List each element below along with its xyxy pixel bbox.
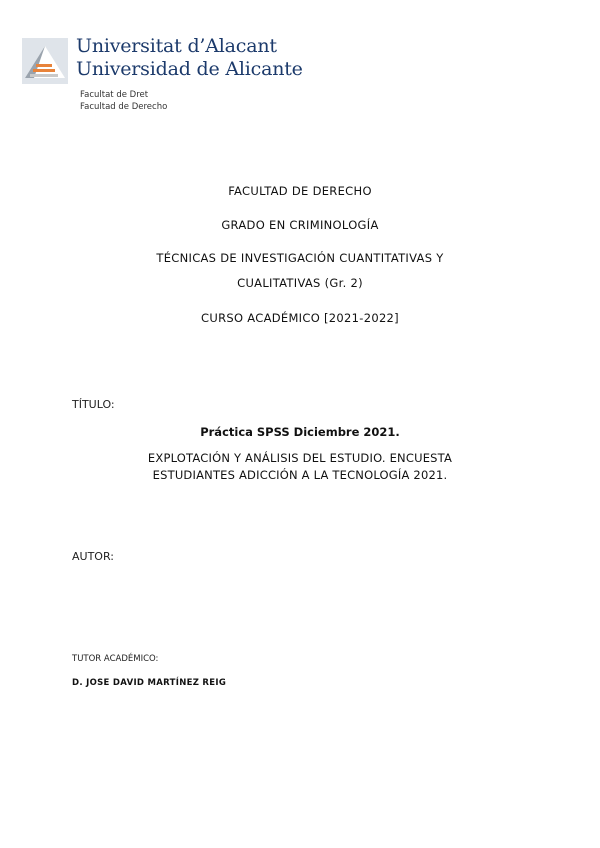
author-label: AUTOR: [72, 550, 114, 563]
work-title-line-2: EXPLOTACIÓN Y ANÁLISIS DEL ESTUDIO. ENCUESTA [147, 451, 453, 465]
title-label: TÍTULO: [72, 398, 115, 411]
subject-heading-line-1: TÉCNICAS DE INVESTIGACIÓN CUANTITATIVAS Y [156, 251, 444, 265]
work-title-line-1: Práctica SPSS Diciembre 2021. [200, 425, 400, 439]
academic-year-heading: CURSO ACADÉMICO [2021-2022] [201, 311, 399, 325]
university-name-spanish: Universidad de Alicante [76, 58, 303, 80]
tutor-label: TUTOR ACADÉMICO: [72, 654, 159, 664]
tutor-name: D. JOSE DAVID MARTÍNEZ REIG [72, 678, 227, 688]
subject-heading-line-2: CUALITATIVAS (Gr. 2) [237, 276, 363, 290]
university-name-valencian: Universitat d’Alacant [76, 35, 277, 57]
faculty-heading: FACULTAD DE DERECHO [228, 184, 372, 198]
ua-logo-icon [22, 38, 68, 84]
faculty-name-spanish: Facultad de Derecho [80, 102, 168, 112]
work-title-line-3: ESTUDIANTES ADICCIÓN A LA TECNOLOGÍA 2021. [152, 468, 448, 482]
degree-heading: GRADO EN CRIMINOLOGÍA [221, 218, 379, 232]
faculty-name-valencian: Facultat de Dret [80, 90, 149, 100]
university-logo [22, 35, 303, 128]
